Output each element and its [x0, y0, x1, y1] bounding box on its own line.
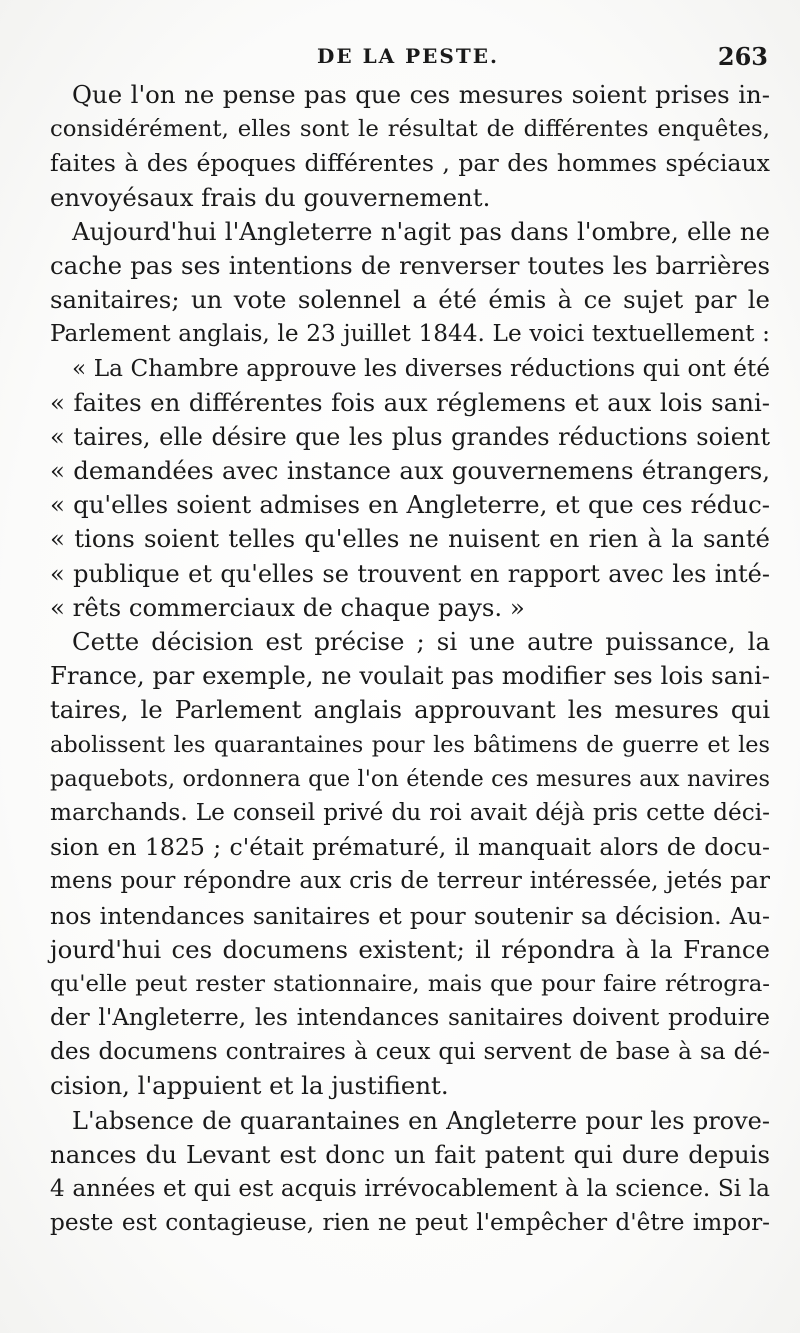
text-line: France, par exemple, ne voulait pas modifier ses lois sani- [50, 661, 770, 691]
text-line: nos intendances sanitaires et pour soutenir sa décision. Au- [50, 901, 770, 930]
text-line: sion en 1825 ; c'était prématuré, il manquait alors de docu- [50, 833, 770, 862]
text-line: nances du Levant est donc un fait patent qui dure depuis [50, 1139, 770, 1169]
text-line: mens pour répondre aux cris de terreur intéressée, jetés par [50, 867, 770, 895]
text-line: considérément, elles sont le résultat de différentes enquêtes, [50, 116, 770, 143]
text-line: « demandées avec instance aux gouvernemens étrangers, [50, 456, 770, 486]
text-line: des documens contraires à ceux qui servent de base à sa dé- [50, 1038, 770, 1066]
text-line: peste est contagieuse, rien ne peut l'empêcher d'être impor- [50, 1209, 770, 1237]
text-line: qu'elle peut rester stationnaire, mais que pour faire rétrogra- [50, 970, 770, 997]
text-line: « faites en différentes fois aux réglemens et aux lois sani- [50, 387, 770, 417]
text-line: « publique et qu'elles se trouvent en rapport avec les inté- [50, 559, 770, 588]
text-line: paquebots, ordonnera que l'on étende ces mesures aux navires [50, 765, 770, 792]
text-line: sanitaires; un vote solennel a été émis à ce sujet par le [50, 285, 770, 315]
text-line: envoyésaux frais du gouvernement. [50, 182, 491, 212]
text-line: jourd'hui ces documens existent; il répondra à la France [50, 934, 770, 964]
text-line: Cette décision est précise ; si une autre puissance, la [72, 627, 770, 656]
text-line: Aujourd'hui l'Angleterre n'agit pas dans l'ombre, elle ne [72, 216, 770, 246]
text-line: L'absence de quarantaines en Angleterre pour les prove- [72, 1106, 770, 1135]
text-line: der l'Angleterre, les intendances sanitaires doivent produire [50, 1004, 770, 1032]
page-number: 263 [717, 42, 768, 71]
text-line: cache pas ses intentions de renverser toutes les barrières [50, 250, 770, 280]
text-line: cision, l'appuient et la justifient. [50, 1071, 449, 1101]
text-line: Parlement anglais, le 23 juillet 1844. Le voici textuellement : [50, 320, 770, 348]
running-title: DE LA PESTE. [317, 44, 499, 68]
text-line: « tions soient telles qu'elles ne nuisent en rien à la santé [50, 524, 770, 554]
text-line: faites à des époques différentes , par des hommes spéciaux [50, 149, 770, 178]
text-line: Que l'on ne pense pas que ces mesures soient prises in- [72, 80, 770, 109]
text-line: abolissent les quarantaines pour les bâtimens de guerre et les [50, 731, 770, 758]
body-text [50, 78, 770, 1240]
text-line: taires, le Parlement anglais approuvant les mesures qui [50, 695, 770, 725]
text-line: « La Chambre approuve les diverses réductions qui ont été [72, 354, 770, 382]
text-line: « rêts commerciaux de chaque pays. » [50, 592, 525, 622]
page-header [48, 38, 768, 78]
text-line: 4 années et qui est acquis irrévocablement à la science. Si la [50, 1175, 770, 1202]
text-line: marchands. Le conseil privé du roi avait déjà pris cette déci- [50, 798, 770, 826]
text-line: « taires, elle désire que les plus grandes réductions soient [50, 422, 770, 451]
text-line: « qu'elles soient admises en Angleterre, et que ces réduc- [50, 490, 770, 520]
